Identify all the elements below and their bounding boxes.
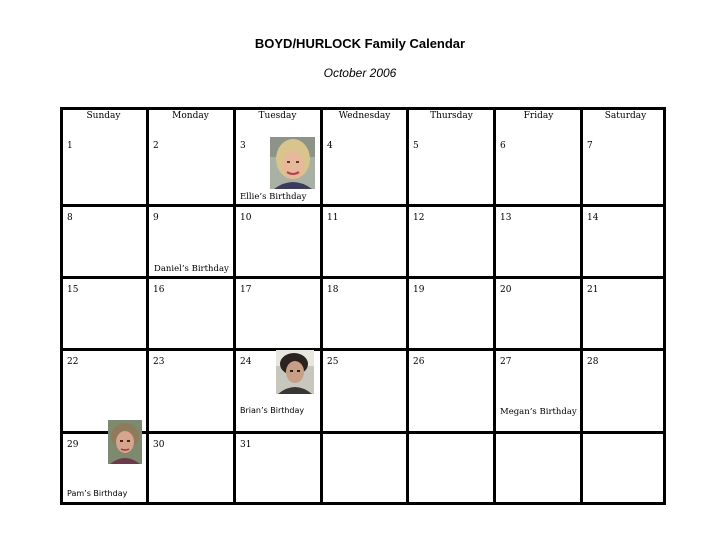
grid-line xyxy=(60,107,666,110)
day-number: 15 xyxy=(67,285,79,295)
ellie-photo xyxy=(270,137,315,189)
day-number: 3 xyxy=(240,141,246,151)
day-number: 21 xyxy=(587,285,599,295)
event-ellie-birthday[interactable]: Ellie’s Birthday xyxy=(240,192,307,202)
day-number: 28 xyxy=(587,357,599,367)
event-brian-birthday[interactable]: Brian’s Birthday xyxy=(240,406,305,415)
day-number: 20 xyxy=(500,285,512,295)
day-number: 19 xyxy=(413,285,425,295)
grid-line xyxy=(60,107,63,505)
day-number: 2 xyxy=(153,141,159,151)
day-number: 18 xyxy=(327,285,339,295)
grid-line xyxy=(60,276,666,279)
day-number: 30 xyxy=(153,440,165,450)
month-label: October 2006 xyxy=(323,66,397,80)
day-number: 1 xyxy=(67,141,73,151)
weekday-friday: Friday xyxy=(523,111,554,121)
day-number: 23 xyxy=(153,357,165,367)
day-number: 29 xyxy=(67,440,79,450)
grid-line xyxy=(320,107,323,505)
weekday-saturday: Saturday xyxy=(604,111,647,121)
day-number: 31 xyxy=(240,440,252,450)
day-number: 5 xyxy=(413,141,419,151)
day-number: 4 xyxy=(327,141,333,151)
weekday-tuesday: Tuesday xyxy=(258,111,297,121)
day-number: 7 xyxy=(587,141,593,151)
grid-line xyxy=(146,107,149,505)
weekday-thursday: Thursday xyxy=(430,111,473,121)
calendar-title: BOYD/HURLOCK Family Calendar xyxy=(254,36,466,51)
weekday-wednesday: Wednesday xyxy=(338,111,391,121)
day-number: 14 xyxy=(587,213,599,223)
pam-photo xyxy=(108,420,142,464)
weekday-monday: Monday xyxy=(172,111,209,121)
grid-line xyxy=(60,431,666,434)
grid-line xyxy=(663,107,666,505)
day-number: 17 xyxy=(240,285,252,295)
day-number: 11 xyxy=(327,213,339,223)
day-number: 13 xyxy=(500,213,512,223)
grid-line xyxy=(60,348,666,351)
grid-line xyxy=(60,502,666,505)
day-number: 10 xyxy=(240,213,252,223)
event-megan-birthday[interactable]: Megan’s Birthday xyxy=(500,407,577,417)
weekday-sunday: Sunday xyxy=(86,111,121,121)
day-number: 6 xyxy=(500,141,506,151)
day-number: 9 xyxy=(153,213,159,223)
grid-line xyxy=(406,107,409,505)
calendar-grid xyxy=(60,107,666,503)
day-number: 8 xyxy=(67,213,73,223)
day-number: 16 xyxy=(153,285,165,295)
day-number: 24 xyxy=(240,357,252,367)
grid-line xyxy=(60,204,666,207)
day-number: 26 xyxy=(413,357,425,367)
event-pam-birthday[interactable]: Pam’s Birthday xyxy=(67,489,128,498)
day-number: 22 xyxy=(67,357,79,367)
grid-line xyxy=(580,107,583,505)
event-daniel-birthday[interactable]: Daniel’s Birthday xyxy=(154,264,229,274)
day-number: 12 xyxy=(413,213,425,223)
day-number: 27 xyxy=(500,357,512,367)
grid-line xyxy=(233,107,236,505)
grid-line xyxy=(493,107,496,505)
brian-photo xyxy=(276,350,314,394)
day-number: 25 xyxy=(327,357,339,367)
